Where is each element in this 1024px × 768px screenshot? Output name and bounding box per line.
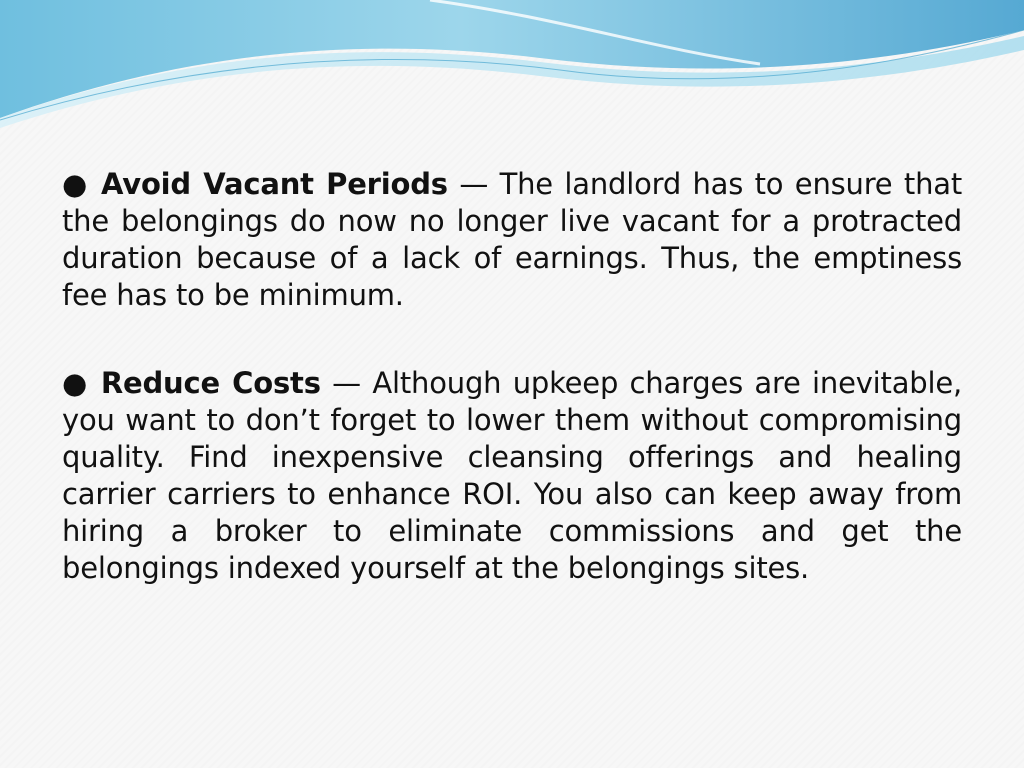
bullet-separator: —	[459, 167, 489, 201]
bullet-text: The landlord has to ensure that the belongings do now no longer live vacant for a protracted duration because of a lack of earnings. Thus, the emptiness fee has to be minimum.	[62, 167, 962, 312]
bullet-item-avoid-vacant-periods	[62, 166, 962, 314]
bullet-marker: ●	[62, 366, 90, 400]
bullet-term: Avoid Vacant Periods	[101, 167, 448, 201]
bullet-marker: ●	[62, 167, 90, 201]
bullet-term: Reduce Costs	[100, 366, 321, 400]
decorative-wave-header	[0, 0, 1024, 130]
slide-content	[62, 166, 962, 587]
bullet-separator: —	[332, 366, 361, 400]
bullet-item-reduce-costs	[62, 365, 962, 587]
bullet-text: Although upkeep charges are inevitable, you want to don’t forget to lower them without compromising quality. Find inexpensive cleansing offerings and healing carrier carriers to enhance ROI. You also can keep away from hiring a broker to eliminate commissions and get the belongings indexed yourself at the belongings sites.	[62, 366, 963, 585]
